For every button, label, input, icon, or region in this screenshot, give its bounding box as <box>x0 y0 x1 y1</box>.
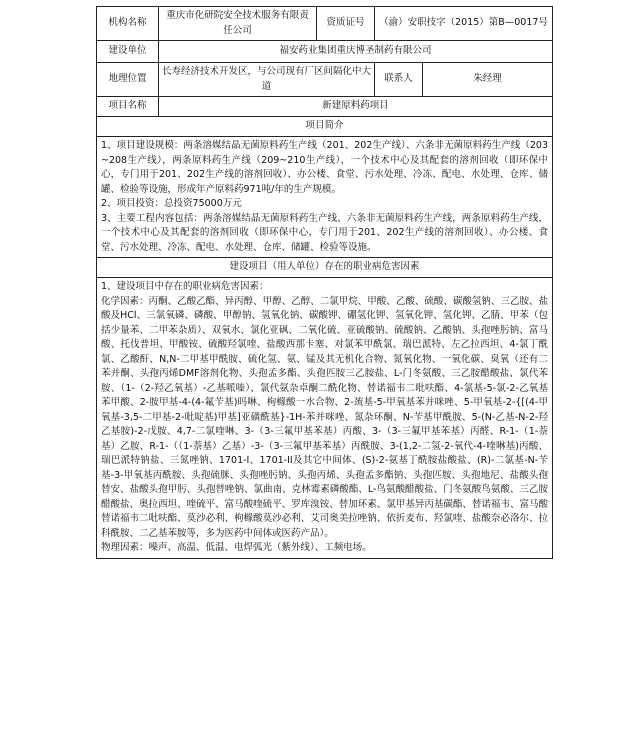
hazards-body <box>97 278 553 559</box>
intro-body <box>97 137 553 258</box>
info-table <box>96 6 553 559</box>
project-label: 项目名称 <box>97 97 159 117</box>
hazards-intro: 1、建设项目中存在的职业病危害因素： <box>101 281 269 292</box>
cert-value: （渝）安职技字（2015）第B—0017号 <box>375 7 553 41</box>
builder-label: 建设单位 <box>97 41 159 63</box>
contact-value: 朱经理 <box>423 63 553 97</box>
org-label: 机构名称 <box>97 7 159 41</box>
location-label: 地理位置 <box>97 63 159 97</box>
project-value: 新建原料药项目 <box>159 97 553 117</box>
contact-label: 联系人 <box>375 63 423 97</box>
intro-item-1: 1、项目建设规模：两条溶媒结晶无菌原料药生产线（201、202生产线）、六条非无菌原料药生产线（203~208生产线），两条原料药生产线（209~210生产线），一个技术中心及其配套的溶剂回收（即环保中心，专门用于201、202生产线的溶剂回收）、办公楼、食堂、污水处理、冷冻、配电、水处理、仓库、储罐、检验等设施，形成年产原料药971吨/年的生产规模。 <box>101 140 548 195</box>
hazards-physical: 物理因素：噪声、高温、低温、电焊弧光（紫外线）、工频电场。 <box>101 542 372 553</box>
builder-value: 福安药业集团重庆博圣制药有限公司 <box>159 41 553 63</box>
intro-heading: 项目简介 <box>97 117 553 137</box>
location-value: 长寿经济技术开发区，与公司现有厂区间隔化中大道 <box>159 63 375 97</box>
document-sheet <box>96 6 552 559</box>
hazards-chemical: 化学因素：丙酮、乙酸乙酯、异丙醇、甲醇、乙醇、二氯甲烷、甲酸、乙酸、硫酸、碳酸氢钠、三乙胺、盐酸及HCl、三氯氧磷、磷酸、甲醇钠、氢氧化钠、碳酸钾、硼氢化钾、氢氧化钾、氢化钾、乙腈、甲苯（包括少量苯、二甲苯杂质）、双氧水、氯化亚砜、二氧化硫、亚硫酸钠、硫酸钠、乙酸钠、头孢唑肟钠、富马酸、托伐普坦、甲酸铵、硫酸羟氯喹、盐酸西那卡塞、对氯苯甲酰氯、瑞巴派特、左乙拉西坦、4-氯丁酰氯、乙酸酐、N,N-二甲基甲酰胺、硫化氢、氨、锰及其无机化合物、氮氧化物、一氧化碳、臭氧（还有二苯并酮、头孢丙烯DMF溶剂化物、头孢孟多酯、头孢匹胺三乙胺盐、L-门冬氨酸、三乙胺醋酸盐、氯代苯胺、（1-（2-羟乙氧基）-乙基哌嗪）、氯代氨杂卓酮二酰化物、替诺福韦二吡呋酯、4-氯基-5-氯-2-乙氧基苯甲酸、2-胺甲基-4-(4-氟苄基)吗啉、枸橼酸一水合物、2-巯基-5-甲氧基苯并咪唑、5-甲氧基-2-{[(4-甲氧基-3,5-二甲基-2-吡啶基)甲基]亚磺酰基}-1H-苯并咪唑、氮杂环酮、N-苄基甲酰胺、5-(N-乙基-N-2-羟乙基胺)-2-戊胺、4,7-二氯喹啉、3-（3-三氟甲基苯基）丙酸、3-（3-三氟甲基苯基）丙醛、R-1-（1-萘基）乙胺、R-1-（（1-萘基）乙基）-3-（3-三氟甲基苯基）丙酰胺、3-(1,2-二氢-2-氧代-4-喹啉基)丙酸、瑞巴派特钠盐、三氮唑钠、1701-I、1701-II及其它中间体、(S)-2-氨基丁酰胺盐酸盐、(R)-二氯基-N-苄基-3-甲氧基丙酰胺、头孢硫脒、头孢唑肟钠、头孢丙烯、头孢孟多酯钠、头孢匹胺、头孢地尼、盐酸头孢替安、盐酸头孢甲肟、头孢替唑钠、氯曲南、克林霉素磷酸酯、L-鸟氨酸醋酸盐、门冬氨酸鸟氨酸、三乙胺醋酸盐、奥拉西坦、喹硫平、富马酸喹硫平、罗库溴铵、替加环素、氯甲基异丙基碳酯、替诺福韦、富马酸替诺福韦二吡呋酯、莫沙必利、枸橼酸莫沙必利、艾司奥美拉唑钠、依折麦布、羟氯喹、盐酸奈必洛尔、拉科酰胺、二乙基苯胺等，多为医药中间体或医药产品）。 <box>101 295 548 539</box>
hazards-heading: 建设项目（用人单位）存在的职业病危害因素 <box>97 258 553 278</box>
org-value: 重庆市化研院安全技术服务有限责任公司 <box>159 7 317 41</box>
cert-label: 资质证号 <box>317 7 375 41</box>
intro-item-2: 2、项目投资：总投资75000万元 <box>101 198 242 209</box>
intro-item-3: 3、主要工程内容包括：两条溶媒结晶无菌原料药生产线、六条非无菌原料药生产线，两条原料药生产线，一个技术中心及其配套的溶剂回收（即环保中心，专门用于201、202生产线的溶剂回收）、办公楼、食堂、污水处理、冷冻、配电、水处理、仓库、储罐、检验等设施。 <box>101 212 548 253</box>
